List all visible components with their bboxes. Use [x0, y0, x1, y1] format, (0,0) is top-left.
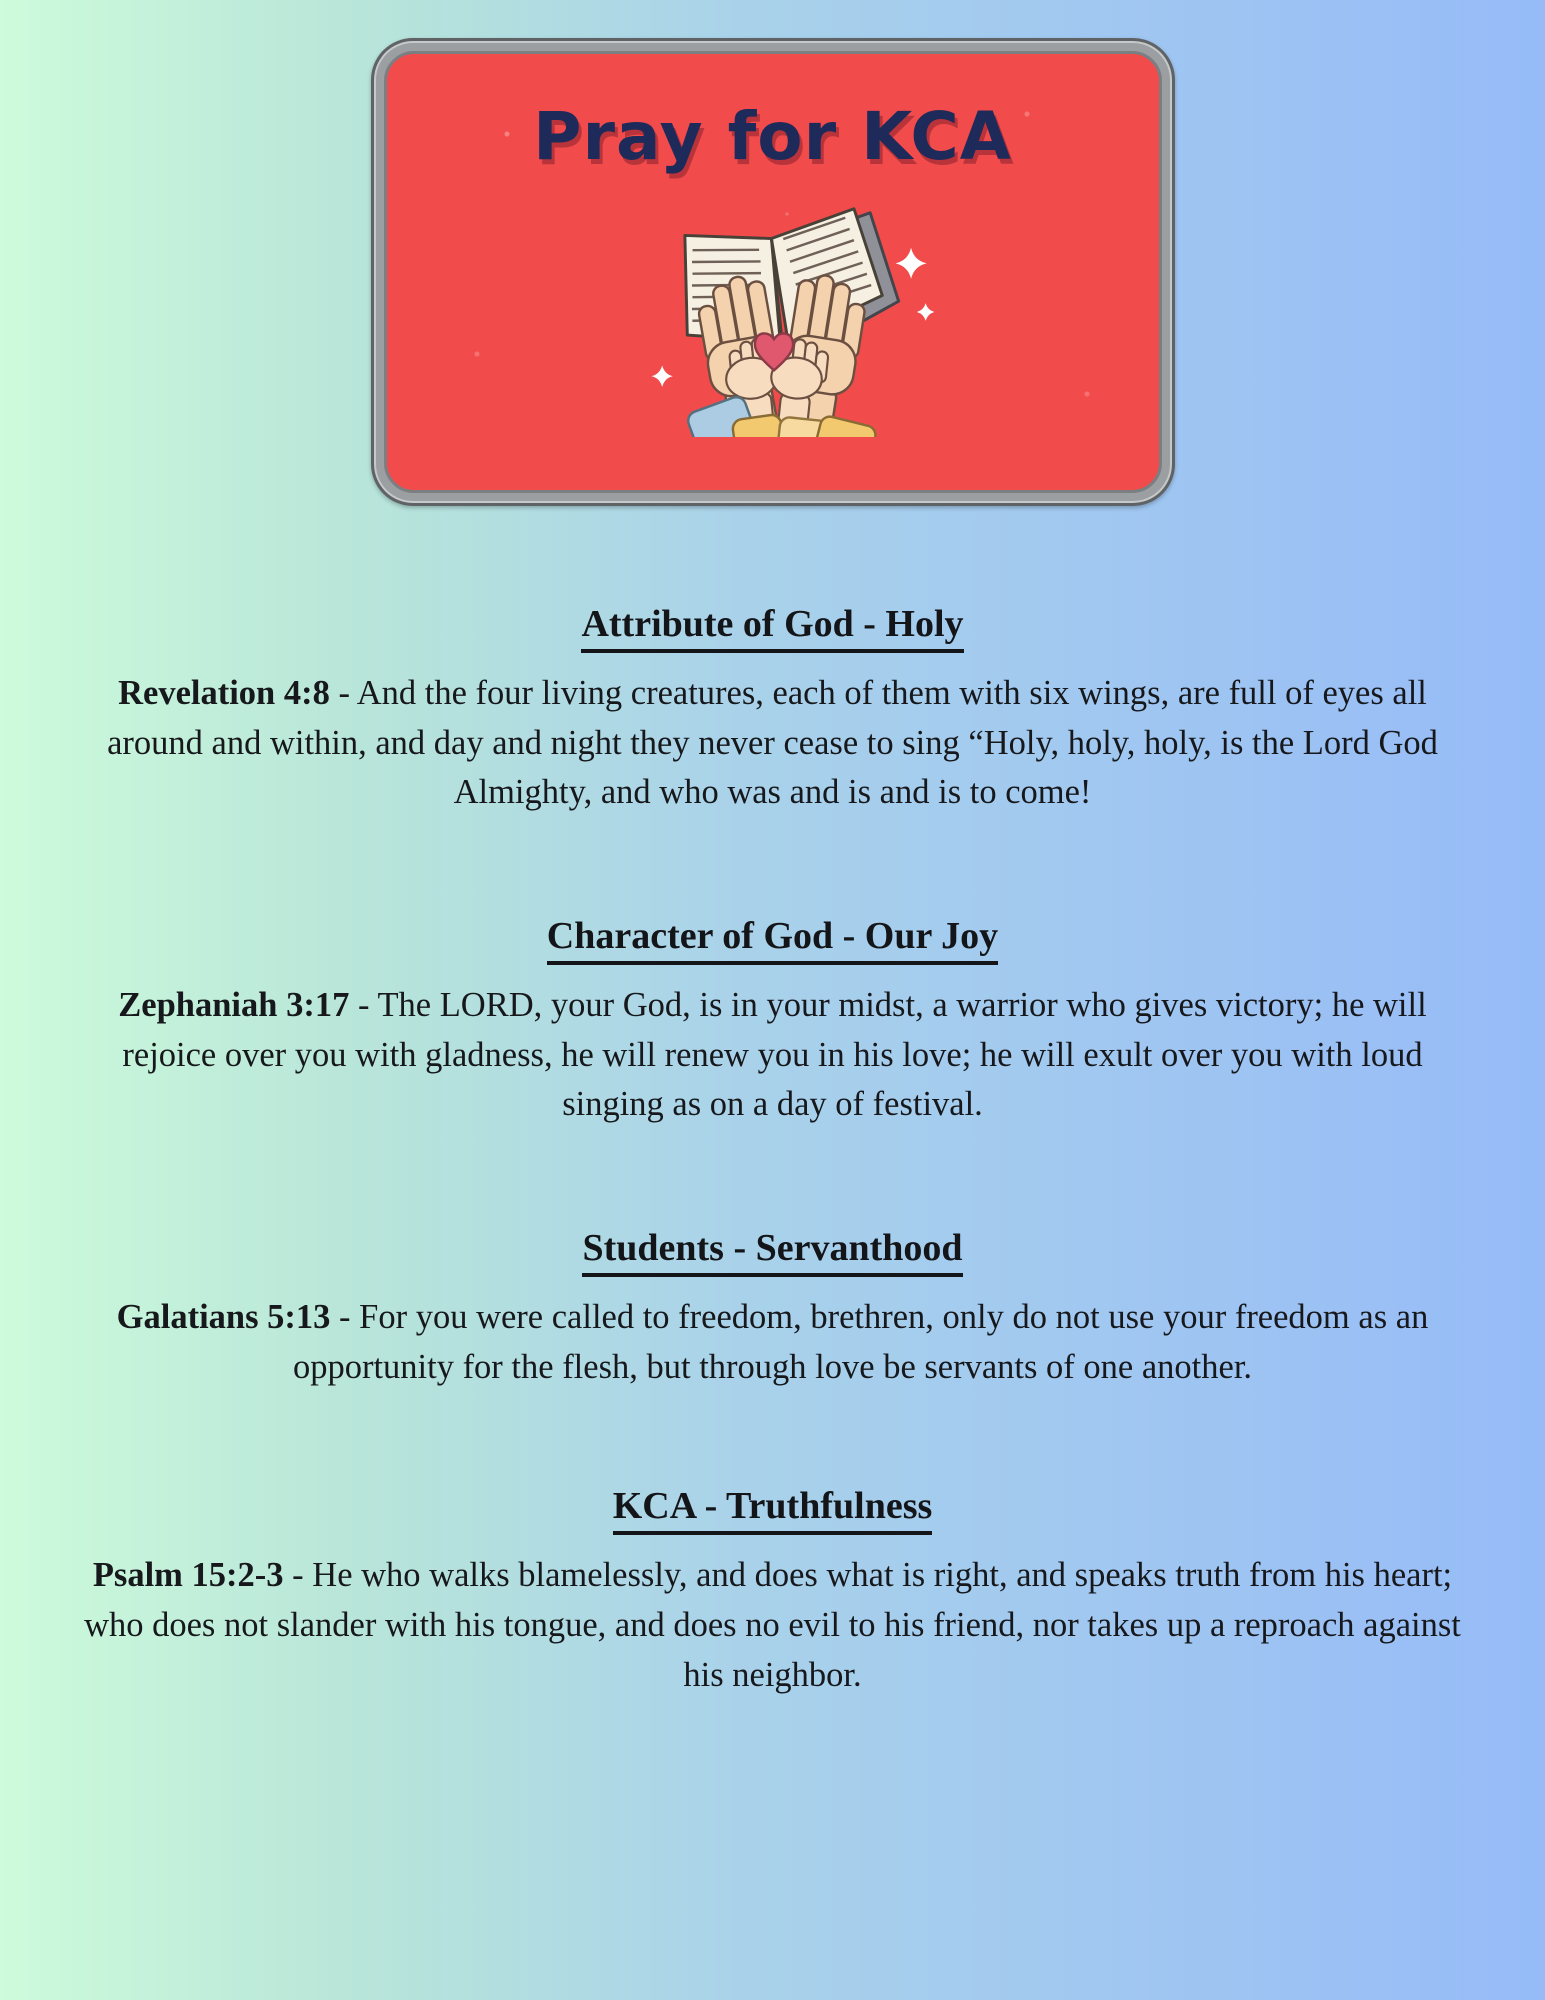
section-kca-truthfulness	[73, 1484, 1473, 1700]
hands-holding-heart-over-book-illustration	[598, 185, 948, 437]
verse-text: For you were called to freedom, brethren, only do not use your freedom as an opportunity for the flesh, but through love be servants of one another.	[292, 1298, 1429, 1386]
dash-separator: -	[338, 674, 350, 712]
section-attribute-of-god-holy	[73, 602, 1473, 818]
verse-text: And the four living creatures, each of them with six wings, are full of eyes all around and within, and day and night they never cease to sing “Holy, holy, holy, is the Lord God Almighty, and who was and is and is to come!	[107, 674, 1438, 812]
prayer-card-frame	[371, 38, 1175, 506]
verse-paragraph	[73, 981, 1473, 1130]
dash-separator: -	[292, 1556, 304, 1595]
section-students-servanthood	[73, 1226, 1473, 1392]
section-heading: Students - Servanthood	[73, 1226, 1473, 1277]
verse-text: He who walks blamelessly, and does what is right, and speaks truth from his heart; who does not slander with his tongue, and does no evil to his friend, nor takes up a reproach against his neighbor.	[84, 1556, 1461, 1694]
verse-paragraph	[73, 1551, 1473, 1700]
section-character-of-god-our-joy	[73, 914, 1473, 1130]
verse-paragraph	[73, 1293, 1473, 1392]
dash-separator: -	[357, 986, 370, 1025]
prayer-card	[384, 51, 1162, 493]
dash-separator: -	[339, 1298, 351, 1337]
page-title: Pray for KCA	[533, 98, 1012, 175]
verse-reference: Revelation 4:8	[118, 674, 330, 712]
verse-reference: Zephaniah 3:17	[118, 986, 350, 1025]
verse-paragraph	[73, 669, 1473, 818]
section-heading: Attribute of God - Holy	[73, 602, 1473, 653]
verse-reference: Galatians 5:13	[116, 1298, 331, 1337]
verse-text: The LORD, your God, is in your midst, a warrior who gives victory; he will rejoice over you with gladness, he will renew you in his love; he will exult over you with loud singing as on a day of festival.	[122, 986, 1427, 1124]
verse-reference: Psalm 15:2-3	[92, 1556, 284, 1595]
section-heading: KCA - Truthfulness	[73, 1484, 1473, 1535]
section-heading: Character of God - Our Joy	[73, 914, 1473, 965]
